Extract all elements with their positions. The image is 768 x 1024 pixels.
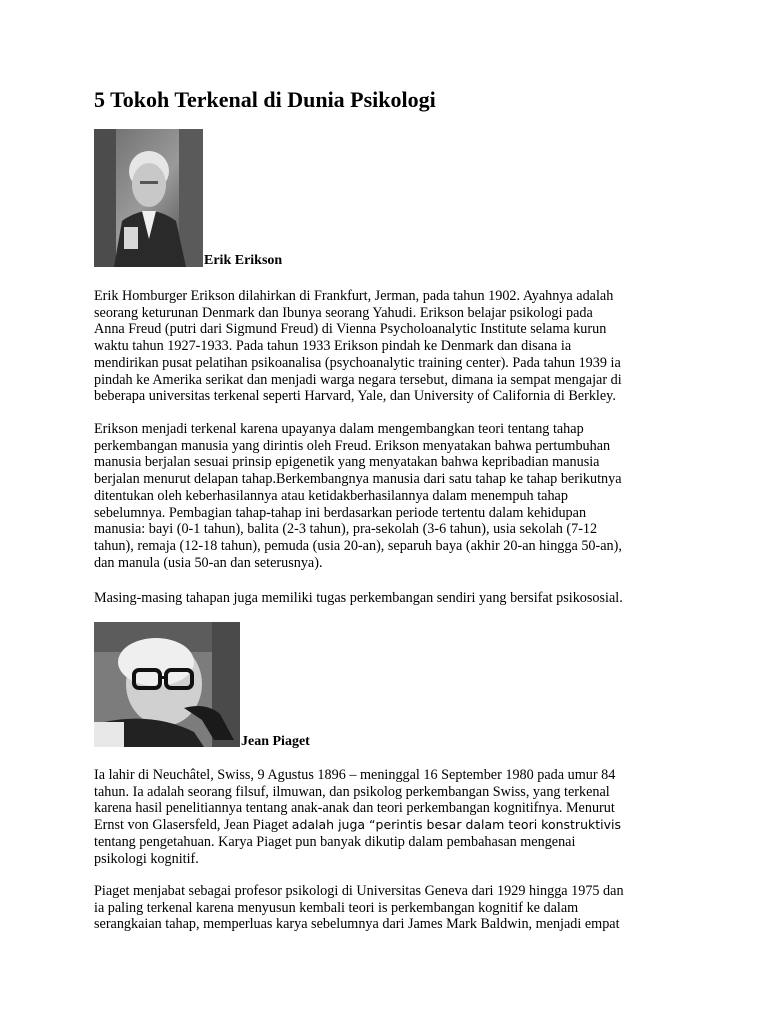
piaget-paragraph-1 (94, 767, 684, 867)
text-line: Piaget menjabat sebagai profesor psikologi di Universitas Geneva dari 1929 hingga 1975 dan (94, 883, 624, 899)
piaget-paragraph-2 (94, 883, 684, 933)
text-line: Erik Homburger Erikson dilahirkan di Frankfurt, Jerman, pada tahun 1902. Ayahnya adalah (94, 288, 614, 304)
text-line: mendirikan pusat pelatihan psikoanalisa (psychoanalytic training center). Pada tahun 1939 ia (94, 354, 621, 371)
text-line: tahun. Ia adalah seorang filsuf, ilmuwan, dan psikolog perkembangan Swiss, yang terkenal (94, 783, 610, 800)
text-line: karena hasil penelitiannya tentang anak-anak dan teori perkembangan kognitifnya. Menurut (94, 800, 615, 817)
page-title: 5 Tokoh Terkenal di Dunia Psikologi (94, 87, 436, 112)
text-line: seorang keturunan Denmark dan Ibunya seorang Yahudi. Erikson belajar psikologi pada (94, 304, 593, 321)
text-line: perkembangan manusia yang dirintis oleh Freud. Erikson menyatakan bahwa pertumbuhan (94, 437, 611, 454)
text-line: manusia berjalan sesuai prinsip epigenetik yang menyatakan bahwa kepribadian manusia (94, 454, 600, 471)
text-line: beberapa universitas terkenal seperti Harvard, Yale, dan University of California di Berkley. (94, 388, 616, 405)
text-line: waktu tahun 1927-1933. Pada tahun 1933 Erikson pindah ke Denmark dan disana ia (94, 338, 572, 355)
text-line: Ia lahir di Neuchâtel, Swiss, 9 Agustus 1896 – meninggal 16 September 1980 pada umur 84 (94, 767, 616, 783)
text-line: dan manula (usia 50-an dan seterusnya). (94, 554, 323, 571)
portrait-photo-piaget (94, 622, 240, 747)
erikson-photo-container (94, 129, 203, 267)
text-line: Masing-masing tahapan juga memiliki tugas perkembangan sendiri yang bersifat psikososial. (94, 590, 623, 606)
text-line: Erikson menjadi terkenal karena upayanya dalam mengembangkan teori tentang tahap (94, 421, 584, 437)
text-fragment: Ernst von Glasersfeld, Jean Piaget (94, 817, 292, 834)
erikson-paragraph-2 (94, 421, 684, 571)
text-line: Anna Freud (putri dari Sigmund Freud) di Vienna Psycholoanalytic Institute selama kurun (94, 321, 607, 338)
text-line: psikologi kognitif. (94, 850, 199, 867)
erikson-paragraph-1 (94, 288, 684, 405)
text-line: tentang pengetahuan. Karya Piaget pun banyak dikutip dalam pembahasan mengenai (94, 833, 576, 850)
portrait-photo-erikson (94, 129, 203, 267)
text-line: pindah ke Amerika serikat dan menjadi warga negara tersebut, dimana ia sempat mengajar di (94, 371, 622, 388)
text-line: serangkaian tahap, memperluas karya sebelumnya dari James Mark Baldwin, menjadi empat (94, 916, 620, 933)
text-line: manusia: bayi (0-1 tahun), balita (2-3 tahun), pra-sekolah (3-6 tahun), usia sekolah (7-12 (94, 521, 598, 538)
section-heading-piaget: Jean Piaget (241, 734, 310, 749)
piaget-photo-container (94, 622, 240, 747)
text-line: sebelumnya. Pembagian tahap-tahap ini berdasarkan periode tertentu dalam kehidupan (94, 504, 587, 521)
section-heading-erikson: Erik Erikson (204, 253, 283, 268)
text-line: tahun), remaja (12-18 tahun), pemuda (usia 20-an), separuh baya (akhir 20-an hingga 50-an), (94, 537, 622, 554)
text-line-mixed (94, 817, 684, 834)
text-line: ditentukan oleh keberhasilannya atau ketidakberhasilannya dalam menempuh tahap (94, 487, 568, 504)
text-fragment-sans: adalah juga “perintis besar dalam teori konstruktivis (291, 817, 621, 833)
text-line: berjalan menurut delapan tahap.Berkembangnya manusia dari satu tahap ke tahap berikutnya (94, 471, 622, 488)
erikson-paragraph-3 (94, 590, 684, 607)
text-line: ia paling terkenal karena menyusun kembali teori is perkembangan kognitif ke dalam (94, 899, 579, 916)
